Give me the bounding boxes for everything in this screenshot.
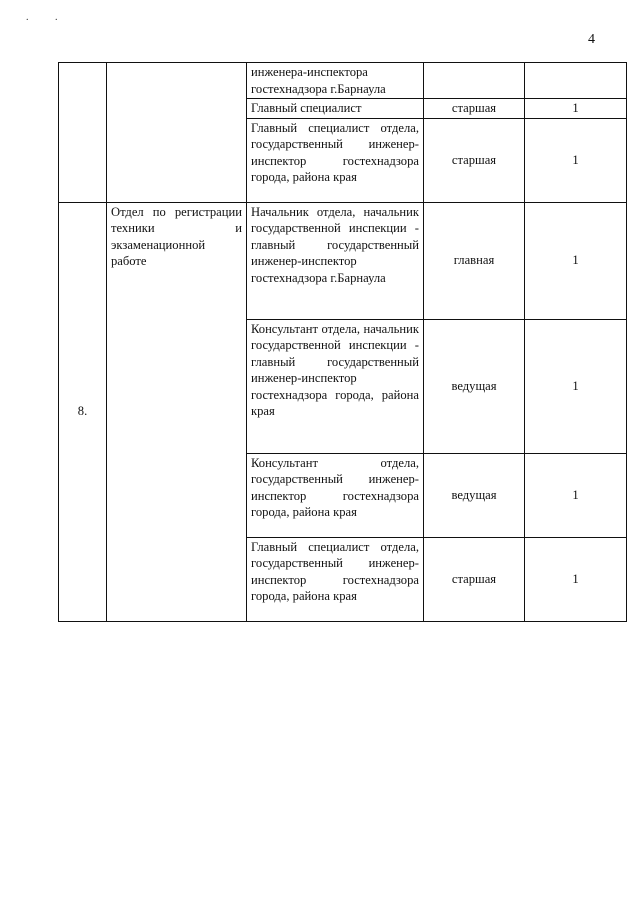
table-row: [59, 63, 627, 99]
group-cell: главная: [424, 202, 525, 319]
group-cell: старшая: [424, 99, 525, 119]
count-cell: 1: [525, 319, 627, 453]
count-cell: 1: [525, 537, 627, 621]
scan-marks: . .: [26, 12, 70, 23]
count-cell: 1: [525, 453, 627, 537]
position-cell: Начальник отдела, начальник государственной инспекции - главный государственный инженер-инспектор гостехнадзора г.Барнаула: [247, 202, 424, 319]
number-cell: [59, 63, 107, 203]
position-cell: Главный специалист отдела, государственный инженер-инспектор гостехнадзора города, района края: [247, 118, 424, 202]
count-cell: [525, 63, 627, 99]
group-cell: ведущая: [424, 453, 525, 537]
group-cell: ведущая: [424, 319, 525, 453]
page-number: 4: [588, 32, 595, 47]
table-row: [59, 202, 627, 319]
count-cell: 1: [525, 202, 627, 319]
department-name: Отдел по регистрации техники и экзаменационной работе: [107, 202, 247, 621]
group-cell: старшая: [424, 118, 525, 202]
department-cell: [107, 63, 247, 203]
position-cell: Консультант отдела, начальник государственной инспекции - главный государственный инженер-инспектор гостехнадзора города, района края: [247, 319, 424, 453]
position-cell: Консультант отдела, государственный инженер-инспектор гостехнадзора города, района края: [247, 453, 424, 537]
position-cell: Главный специалист: [247, 99, 424, 119]
count-cell: 1: [525, 99, 627, 119]
position-cell: инженера-инспектора гостехнадзора г.Барнаула: [247, 63, 424, 99]
group-cell: старшая: [424, 537, 525, 621]
group-cell: [424, 63, 525, 99]
staff-table: [58, 62, 627, 622]
section-number: 8.: [59, 202, 107, 621]
position-cell: Главный специалист отдела, государственный инженер-инспектор гостехнадзора города, района края: [247, 537, 424, 621]
count-cell: 1: [525, 118, 627, 202]
